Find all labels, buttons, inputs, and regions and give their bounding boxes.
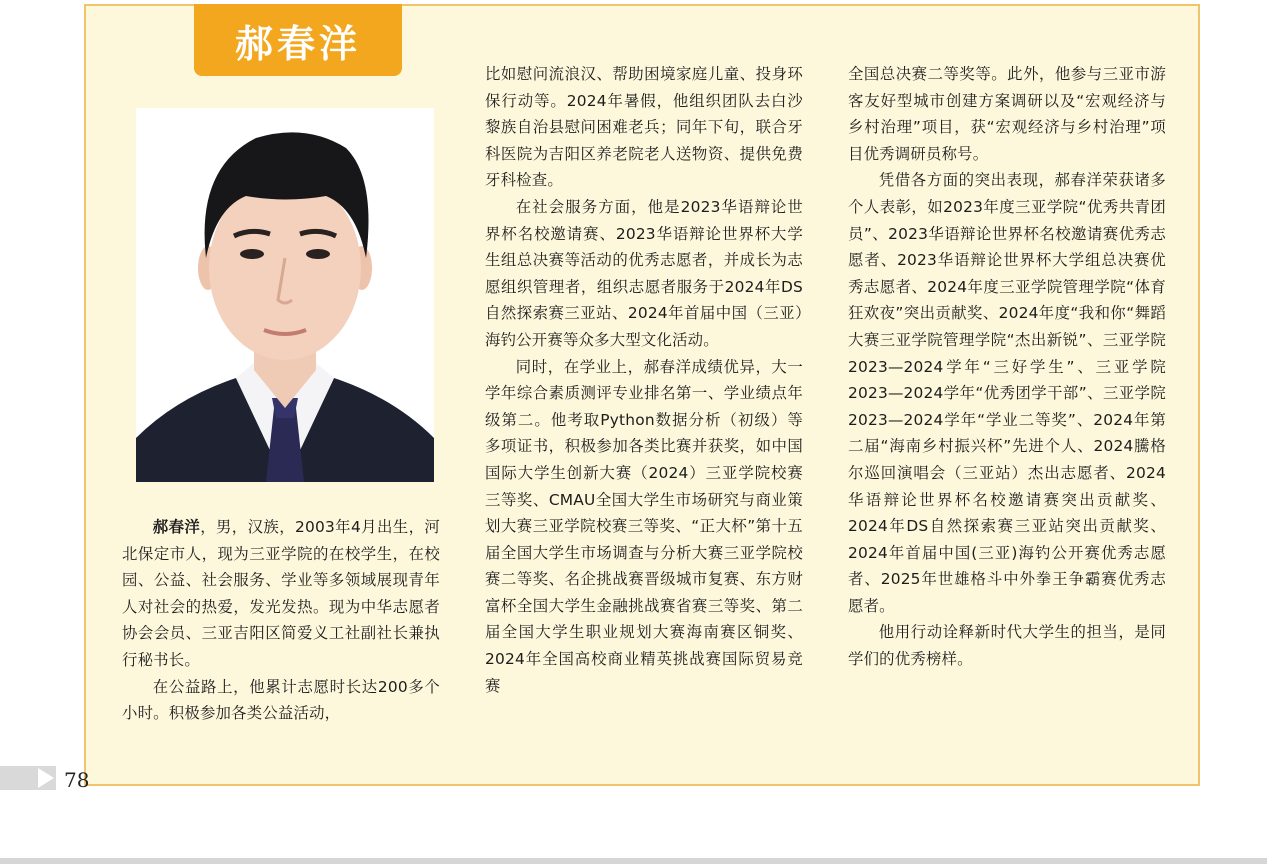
- page-tab: [0, 766, 56, 790]
- academic-paragraph-start: 同时，在学业上，郝春洋成绩优异，大一学年综合素质测评专业排名第一、学业绩点年级第二。他考取Python数据分析（初级）等多项证书，积极参加各类比赛并获奖，如中国国际大学生创新大赛（2024）三亚学院校赛三等奖、CMAU全国大学生市场研究与商业策划大赛三亚学院校赛三等奖、“正大杯”第十五届全国大学生市场调查与分析大赛三亚学院校赛二等奖、名企挑战赛晋级城市复赛、东方财富杯全国大学生金融挑战赛省赛三等奖、第二届全国大学生职业规划大赛海南赛区铜奖、2024年全国高校商业精英挑战赛国际贸易竞赛: [485, 357, 803, 695]
- article-column-3: [848, 61, 1166, 673]
- volunteer-paragraph-continued: 比如慰问流浪汉、帮助困境家庭儿童、投身环保行动等。2024年暑假，他组织团队去白沙黎族自治县慰问困难老兵；同年下旬，联合牙科医院为吉阳区养老院老人送物资、提供免费牙科检查。: [485, 65, 803, 190]
- article-column-2: [485, 61, 803, 699]
- portrait-illustration: [136, 108, 434, 482]
- intro-paragraph: [122, 514, 440, 674]
- person-name-bold: 郝春洋: [152, 518, 201, 536]
- social-service-paragraph: 在社会服务方面，他是2023华语辩论世界杯名校邀请赛、2023华语辩论世界杯大学生组总决赛等活动的优秀志愿者，并成长为志愿组织管理者，组织志愿者服务于2024年DS自然探索赛三亚站、2024年首届中国（三亚）海钓公开赛等众多大型文化活动。: [485, 197, 803, 349]
- portrait-photo: [136, 108, 434, 482]
- volunteer-paragraph-start: 在公益路上，他累计志愿时长达200多个小时。积极参加各类公益活动，: [122, 677, 440, 723]
- closing-paragraph: 他用行动诠释新时代大学生的担当，是同学们的优秀榜样。: [848, 623, 1166, 669]
- page-number: 78: [64, 768, 90, 792]
- article-column-1: [122, 514, 440, 727]
- honors-paragraph: 凭借各方面的突出表现，郝春洋荣获诸多个人表彰，如2023年度三亚学院“优秀共青团员”、2023华语辩论世界杯名校邀请赛优秀志愿者、2023华语辩论世界杯大学组总决赛优秀志愿者、2024年度三亚学院管理学院“体育狂欢夜”突出贡献奖、2024年度“我和你“舞蹈大赛三亚学院管理学院“杰出新锐”、三亚学院2023—2024学年“三好学生”、三亚学院2023—2024学年“优秀团学干部”、三亚学院2023—2024学年“学业二等奖”、2024年第二届“海南乡村振兴杯”先进个人、2024騰格尔巡回演唱会（三亚站）杰出志愿者、2024华语辩论世界杯名校邀请赛突出贡献奖、2024年DS自然探索赛三亚站突出贡献奖、2024年首届中国(三亚)海钓公开赛优秀志愿者、2025年世雄格斗中外拳王争霸赛优秀志愿者。: [848, 171, 1166, 615]
- arrow-right-icon: [38, 768, 54, 788]
- divider: [0, 858, 1267, 864]
- academic-paragraph-continued: 全国总决赛二等奖等。此外，他参与三亚市游客友好型城市创建方案调研以及“宏观经济与乡村治理”项目，获“宏观经济与乡村治理”项目优秀调研员称号。: [848, 65, 1166, 163]
- name-banner: [194, 4, 402, 76]
- person-name-title: 郝春洋: [234, 21, 361, 66]
- intro-text: ，男，汉族，2003年4月出生，河北保定市人，现为三亚学院的在校学生，在校园、公益、社会服务、学业等多领域展现青年人对社会的热爱，发光发热。现为中华志愿者协会会员、三亚吉阳区简爱义工社副社长兼执行秘书长。: [122, 518, 440, 669]
